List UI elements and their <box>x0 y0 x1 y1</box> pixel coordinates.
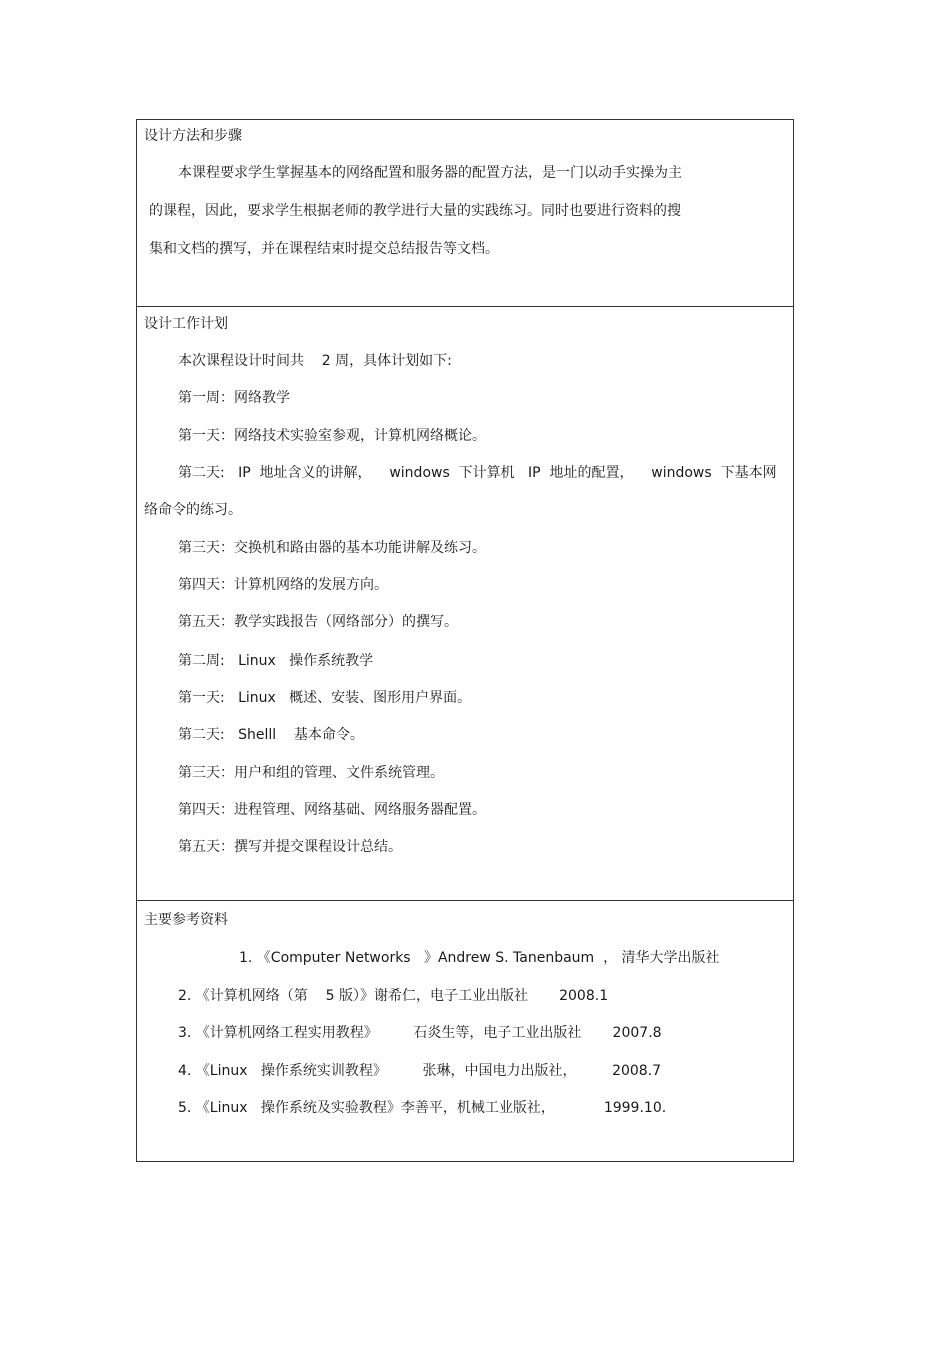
week2-day1: 第一天: Linux 概述、安装、图形用户界面。 <box>178 690 472 706</box>
week2-title: 第二周: Linux 操作系统教学 <box>178 653 374 669</box>
design-paragraph-line-2: 的课程，因此，要求学生根据老师的教学进行大量的实践练习。同时也要进行资料的搜 <box>149 203 681 219</box>
week2-day5: 第五天：撰写并提交课程设计总结。 <box>178 839 402 855</box>
week1-title: 第一周：网络教学 <box>178 390 290 406</box>
week2-day4: 第四天：进程管理、网络基础、网络服务器配置。 <box>178 802 486 818</box>
reference-item-4: 4. 《Linux 操作系统实训教程》 张琳，中国电力出版社， 2008.7 <box>178 1063 662 1079</box>
week1-day5: 第五天：教学实践报告（网络部分）的撰写。 <box>178 614 458 630</box>
design-method-heading: 设计方法和步骤 <box>144 128 242 144</box>
week1-day2-continued: 络命令的练习。 <box>144 502 242 518</box>
course-design-table <box>136 119 794 1162</box>
reference-item-1: 1. 《Computer Networks 》Andrew S. Tanenbaum ， 清华大学出版社 <box>239 950 720 966</box>
week1-day3: 第三天：交换机和路由器的基本功能讲解及练习。 <box>178 540 486 556</box>
week1-day1: 第一天：网络技术实验室参观，计算机网络概论。 <box>178 428 486 444</box>
reference-item-3: 3. 《计算机网络工程实用教程》 石炎生等，电子工业出版社 2007.8 <box>178 1025 662 1041</box>
references-section <box>137 901 793 1161</box>
week2-day3: 第三天：用户和组的管理、文件系统管理。 <box>178 765 444 781</box>
design-paragraph-line-3: 集和文档的撰写，并在课程结束时提交总结报告等文档。 <box>149 241 499 257</box>
design-method-section <box>137 120 793 307</box>
references-heading: 主要参考资料 <box>144 912 228 928</box>
week1-day2: 第二天: IP 地址含义的讲解， windows 下计算机 IP 地址的配置， windows 下基本网 <box>178 465 777 481</box>
week1-day4: 第四天：计算机网络的发展方向。 <box>178 577 388 593</box>
design-paragraph-line-1: 本课程要求学生掌握基本的网络配置和服务器的配置方法，是一门以动手实操为主 <box>178 165 682 181</box>
work-plan-intro: 本次课程设计时间共 2 周，具体计划如下: <box>178 353 452 369</box>
work-plan-section <box>137 307 793 901</box>
week2-day2: 第二天: Shelll 基本命令。 <box>178 727 364 743</box>
reference-item-5: 5. 《Linux 操作系统及实验教程》李善平，机械工业版社， 1999.10. <box>178 1100 667 1116</box>
reference-item-2: 2. 《计算机网络（第 5 版）》谢希仁，电子工业出版社 2008.1 <box>178 988 609 1004</box>
work-plan-heading: 设计工作计划 <box>144 316 228 332</box>
